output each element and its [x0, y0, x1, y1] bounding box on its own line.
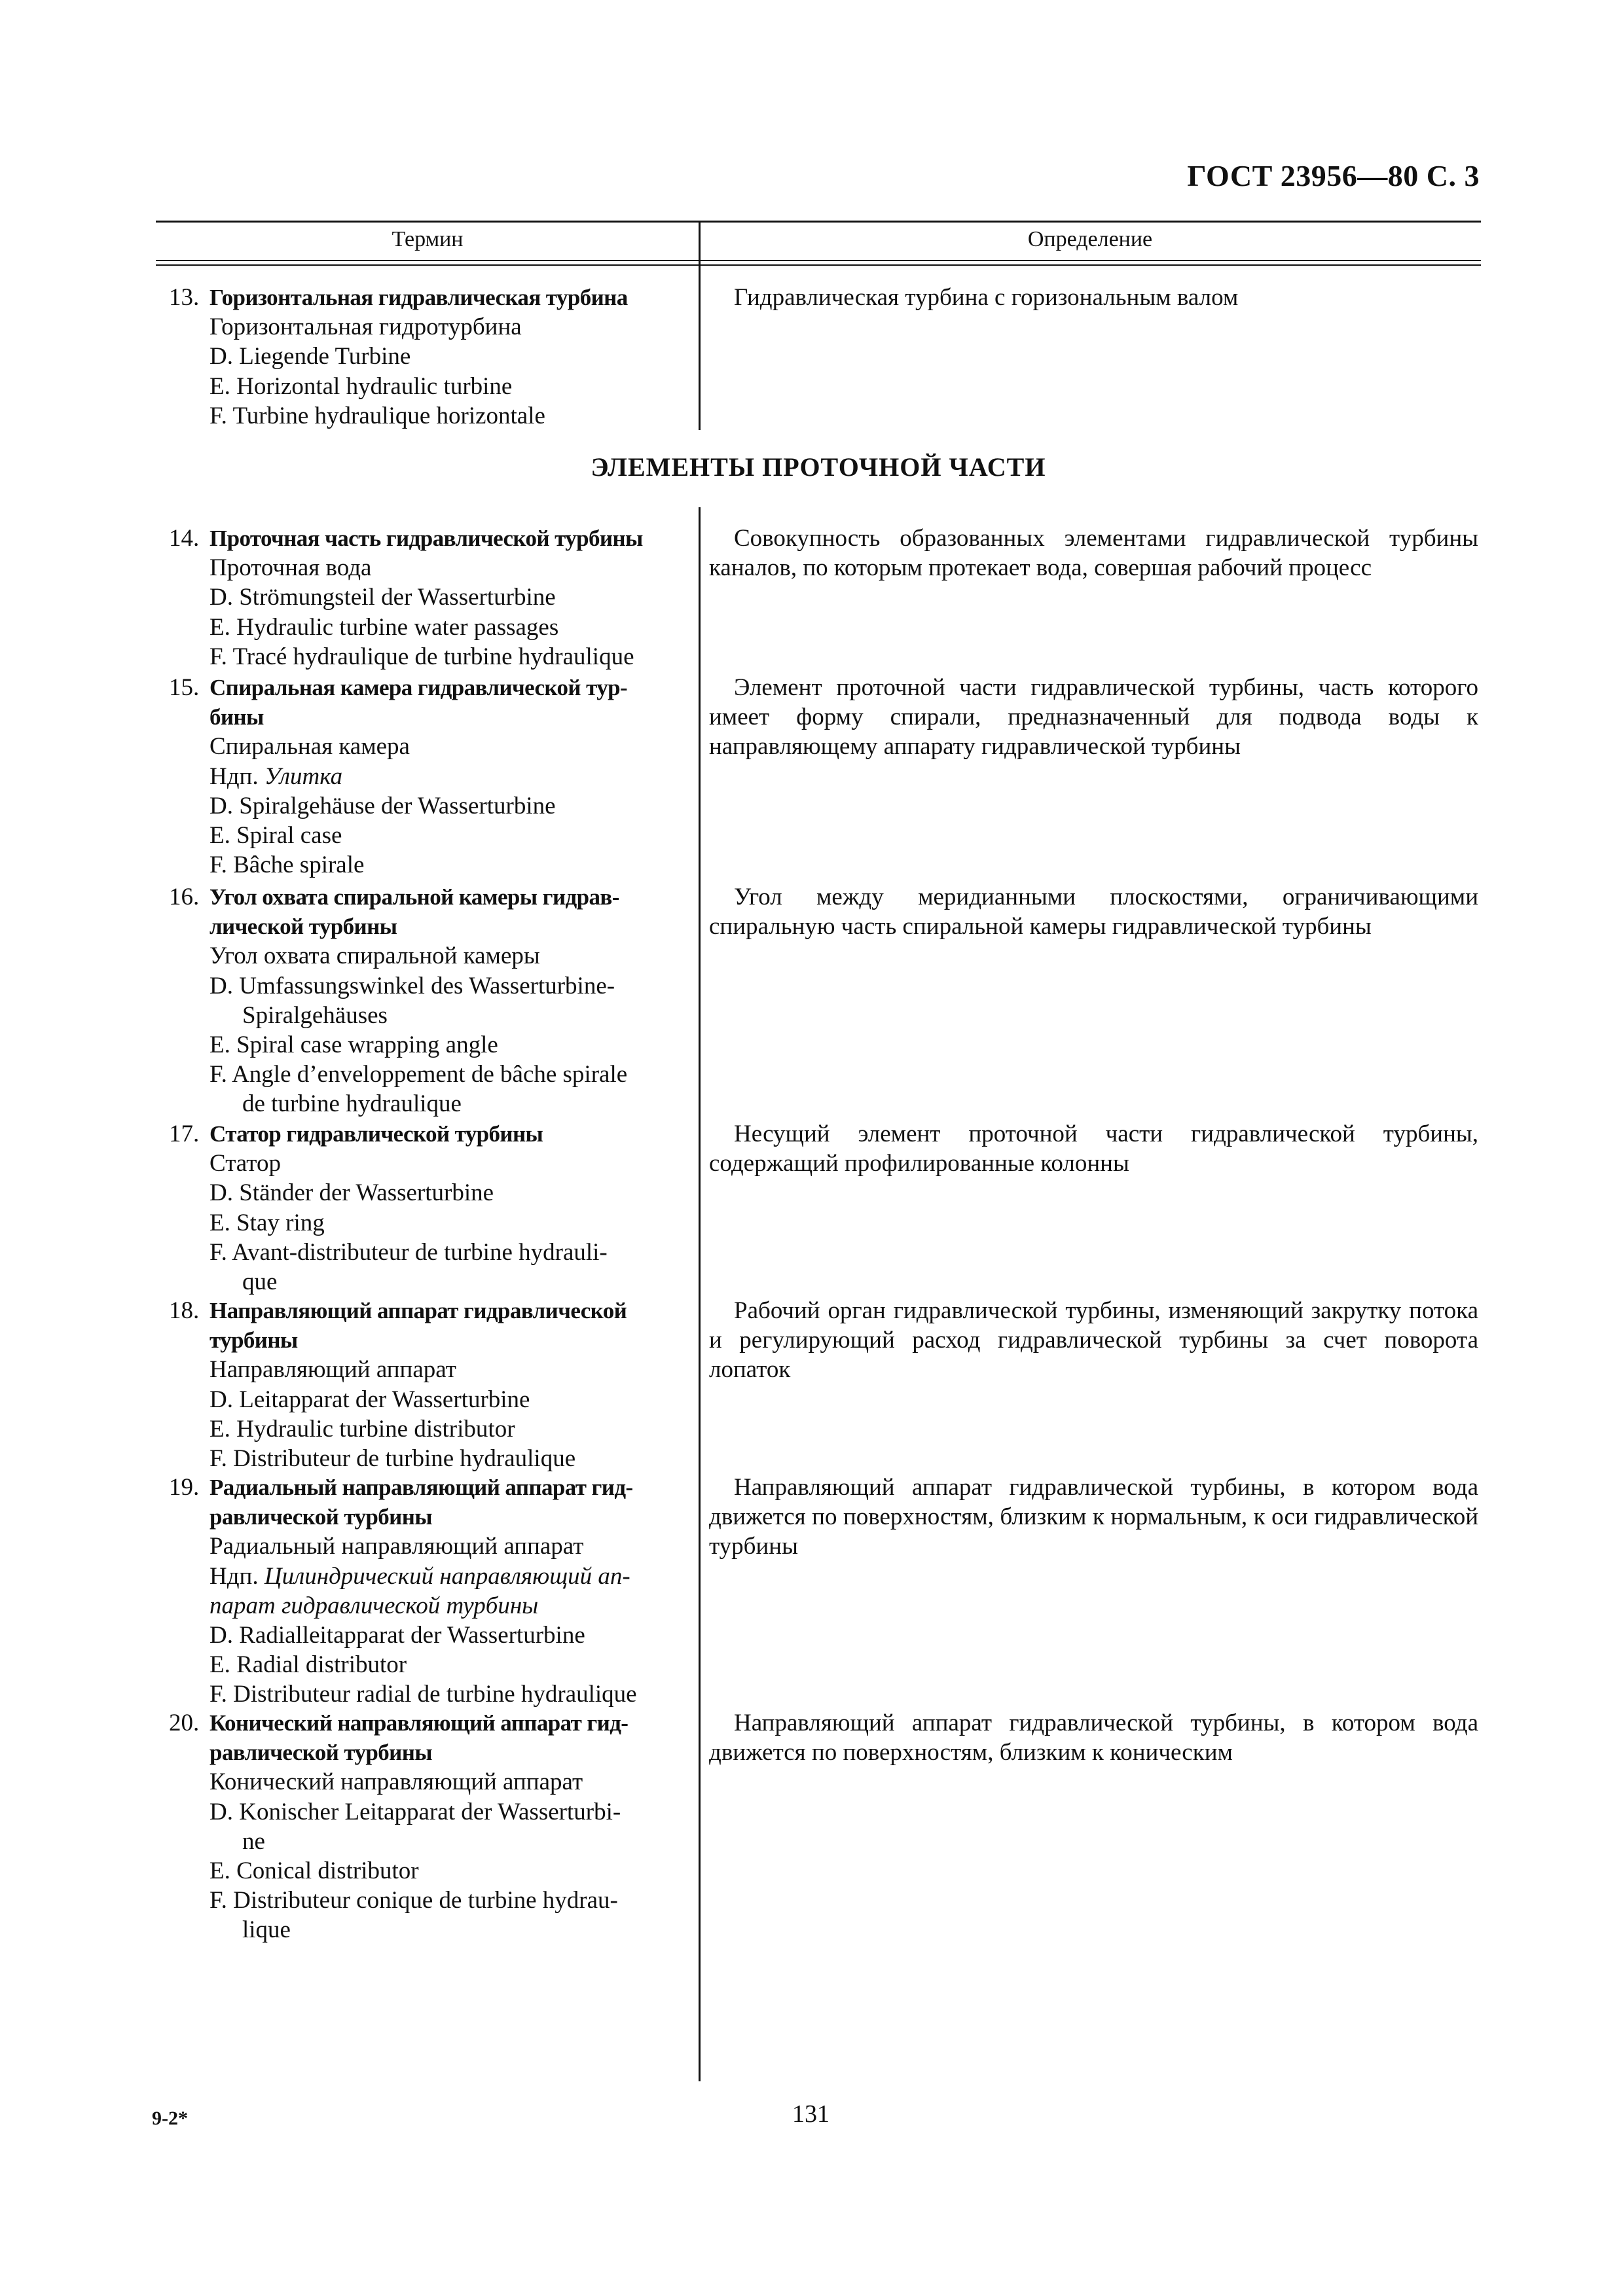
term-synonym-line: F. Angle d’enveloppement de bâche spirale — [210, 1061, 628, 1088]
term-synonym-line: D. Ständer der Wasserturbine — [210, 1179, 494, 1207]
term-heading-line — [169, 1502, 693, 1532]
term-synonym-line: E. Stay ring — [210, 1209, 325, 1236]
term-title: равлической турбины — [210, 1504, 433, 1530]
term-heading-line — [169, 882, 693, 912]
term-synonym-line: F. Turbine hydraulique horizontale — [210, 402, 545, 429]
term-synonym-line: lique — [242, 1916, 291, 1944]
term-title: Радиальный направляющий аппарат гид- — [210, 1475, 633, 1500]
term-synonym-line: Угол охвата спиральной камеры — [210, 942, 540, 970]
term-synonym-line: D. Leitapparat der Wasserturbine — [210, 1386, 530, 1413]
table-header-rule-double — [156, 264, 1481, 266]
term-title: Угол охвата спиральной камеры гидрав- — [210, 884, 619, 910]
term-synonym-line: Спиральная камера — [210, 733, 410, 761]
term-heading-line — [169, 673, 693, 702]
term-synonym-line: que — [242, 1268, 278, 1296]
term-number: 17. — [169, 1121, 200, 1147]
term-heading-line — [169, 524, 693, 553]
term-synonym-line: D. Konischer Leitapparat der Wasserturbi- — [210, 1798, 621, 1825]
column-header-term: Термин — [392, 227, 464, 251]
term-synonym-line: E. Spiral case — [210, 822, 342, 850]
term-definition: Направляющий аппарат гидравлической турбины, в котором вода движется по поверхностям, близким к нормальным, к оси гидравлической турбины — [709, 1474, 1478, 1560]
term-synonym-line: E. Spiral case wrapping angle — [210, 1031, 498, 1059]
column-divider-main — [699, 507, 701, 2081]
term-definition: Угол между меридианными плоскостями, ограничивающими спиральную часть спиральной камеры гидравлической турбины — [709, 884, 1478, 941]
page-number: 131 — [792, 2100, 830, 2128]
term-heading-line — [169, 702, 693, 732]
term-synonym-line: E. Hydraulic turbine water passages — [210, 613, 559, 641]
term-title: Направляющий аппарат гидравлической — [210, 1298, 627, 1323]
term-synonym-line: F. Distributeur radial de turbine hydraulique — [210, 1681, 637, 1708]
term-definition: Элемент проточной части гидравлической турбины, часть которого имеет форму спирали, предназначенный для подвода воды к направляющему аппарату гидравлической турбины — [709, 674, 1478, 761]
term-heading-line — [169, 1296, 693, 1325]
term-synonym-line: Конический направляющий аппарат — [210, 1768, 583, 1796]
deprecated-term: парат гидравлической турбины — [210, 1592, 539, 1619]
term-synonym-line: E. Hydraulic turbine distributor — [210, 1415, 515, 1443]
term-synonym-line: Радиальный направляющий аппарат — [210, 1533, 584, 1560]
term-synonym-line: D. Radialleitapparat der Wasserturbine — [210, 1622, 585, 1649]
term-synonym-line: D. Umfassungswinkel des Wasserturbine- — [210, 972, 615, 999]
term-title: лической турбины — [210, 914, 397, 940]
term-number: 20. — [169, 1710, 200, 1736]
term-synonym-line: F. Distributeur de turbine hydraulique — [210, 1445, 576, 1473]
term-number: 14. — [169, 525, 200, 552]
term-heading-line — [169, 1325, 693, 1355]
term-title: равлической турбины — [210, 1740, 433, 1766]
term-definition: Рабочий орган гидравлической турбины, изменяющий закрутку потока и регулирующий расход гидравлической турбины за счет поворота лопаток — [709, 1297, 1478, 1384]
term-title: бины — [210, 704, 264, 730]
term-synonym-line: D. Spiralgehäuse der Wasserturbine — [210, 792, 556, 819]
term-title: Спиральная камера гидравлической тур- — [210, 675, 628, 700]
term-definition: Несущий элемент проточной части гидравлической турбины, содержащий профилированные колонны — [709, 1121, 1478, 1177]
term-heading-line — [169, 1738, 693, 1767]
term-synonym-line: Направляющий аппарат — [210, 1356, 456, 1384]
term-entry-15 — [169, 673, 693, 880]
term-entry-16 — [169, 882, 693, 1119]
term-title: Статор гидравлической турбины — [210, 1121, 543, 1147]
term-title: Горизонтальная гидравлическая турбина — [210, 285, 628, 310]
term-definition: Совокупность образованных элементами гидравлической турбины каналов, по которым протекает вода, совершая рабочий процесс — [709, 525, 1478, 582]
term-synonym-line: D. Strömungsteil der Wasserturbine — [210, 584, 556, 611]
term-title: турбины — [210, 1327, 298, 1354]
sheet-mark: 9-2* — [152, 2108, 188, 2129]
document-header: ГОСТ 23956—80 С. 3 — [1187, 159, 1480, 192]
term-number: 19. — [169, 1474, 200, 1501]
term-heading-line — [169, 283, 693, 312]
term-heading-line — [169, 1708, 693, 1738]
table-top-rule — [156, 221, 1481, 223]
term-title: Проточная часть гидравлической турбины — [210, 526, 643, 551]
section-title: ЭЛЕМЕНТЫ ПРОТОЧНОЙ ЧАСТИ — [591, 452, 1046, 482]
term-definition: Направляющий аппарат гидравлической турбины, в котором вода движется по поверхностям, близким к коническим — [709, 1710, 1478, 1767]
term-synonym-line — [169, 1591, 693, 1621]
term-synonym-line: E. Radial distributor — [210, 1651, 407, 1679]
term-synonym-line: ne — [242, 1827, 265, 1855]
term-synonym-line: F. Bâche spirale — [210, 852, 365, 879]
table-header-rule — [156, 260, 1481, 261]
term-number: 16. — [169, 884, 200, 910]
term-synonym-line: D. Liegende Turbine — [210, 343, 411, 370]
column-divider-top — [699, 221, 701, 430]
term-number: 13. — [169, 284, 200, 311]
term-synonym-line: Ндп. Улитка — [210, 762, 343, 790]
term-number: 18. — [169, 1297, 200, 1324]
term-synonym-line: F. Distributeur conique de turbine hydrau- — [210, 1887, 618, 1914]
term-entry-14 — [169, 524, 693, 672]
term-entry-18 — [169, 1296, 693, 1473]
term-number: 15. — [169, 674, 200, 701]
term-heading-line — [169, 1119, 693, 1149]
deprecated-term: Цилиндрический направляющий ап- — [258, 1562, 630, 1590]
term-entry-17 — [169, 1119, 693, 1297]
term-synonym-line: F. Tracé hydraulique de turbine hydraulique — [210, 643, 634, 670]
term-definition: Гидравлическая турбина с горизональным валом — [734, 284, 1239, 311]
term-synonym-line: Горизонтальная гидротурбина — [210, 314, 522, 341]
term-synonym-line: E. Conical distributor — [210, 1857, 419, 1885]
term-entry-20 — [169, 1708, 693, 1945]
term-entry-19 — [169, 1473, 693, 1710]
term-entry-13 — [169, 283, 693, 431]
term-synonym-line: de turbine hydraulique — [242, 1090, 462, 1118]
term-synonym-line: Статор — [210, 1150, 281, 1177]
term-synonym-line: Проточная вода — [210, 554, 372, 582]
term-synonym-line: Ндп. Цилиндрический направляющий ап- — [210, 1562, 630, 1590]
term-synonym-line: F. Avant-distributeur de turbine hydrauli- — [210, 1238, 608, 1266]
column-header-definition: Определение — [1027, 227, 1153, 251]
deprecated-term: Улитка — [258, 762, 343, 790]
term-heading-line — [169, 912, 693, 941]
term-synonym-line: Spiralgehäuses — [242, 1001, 388, 1029]
term-heading-line — [169, 1473, 693, 1502]
term-synonym-line: E. Horizontal hydraulic turbine — [210, 372, 513, 400]
term-title: Конический направляющий аппарат гид- — [210, 1710, 629, 1736]
